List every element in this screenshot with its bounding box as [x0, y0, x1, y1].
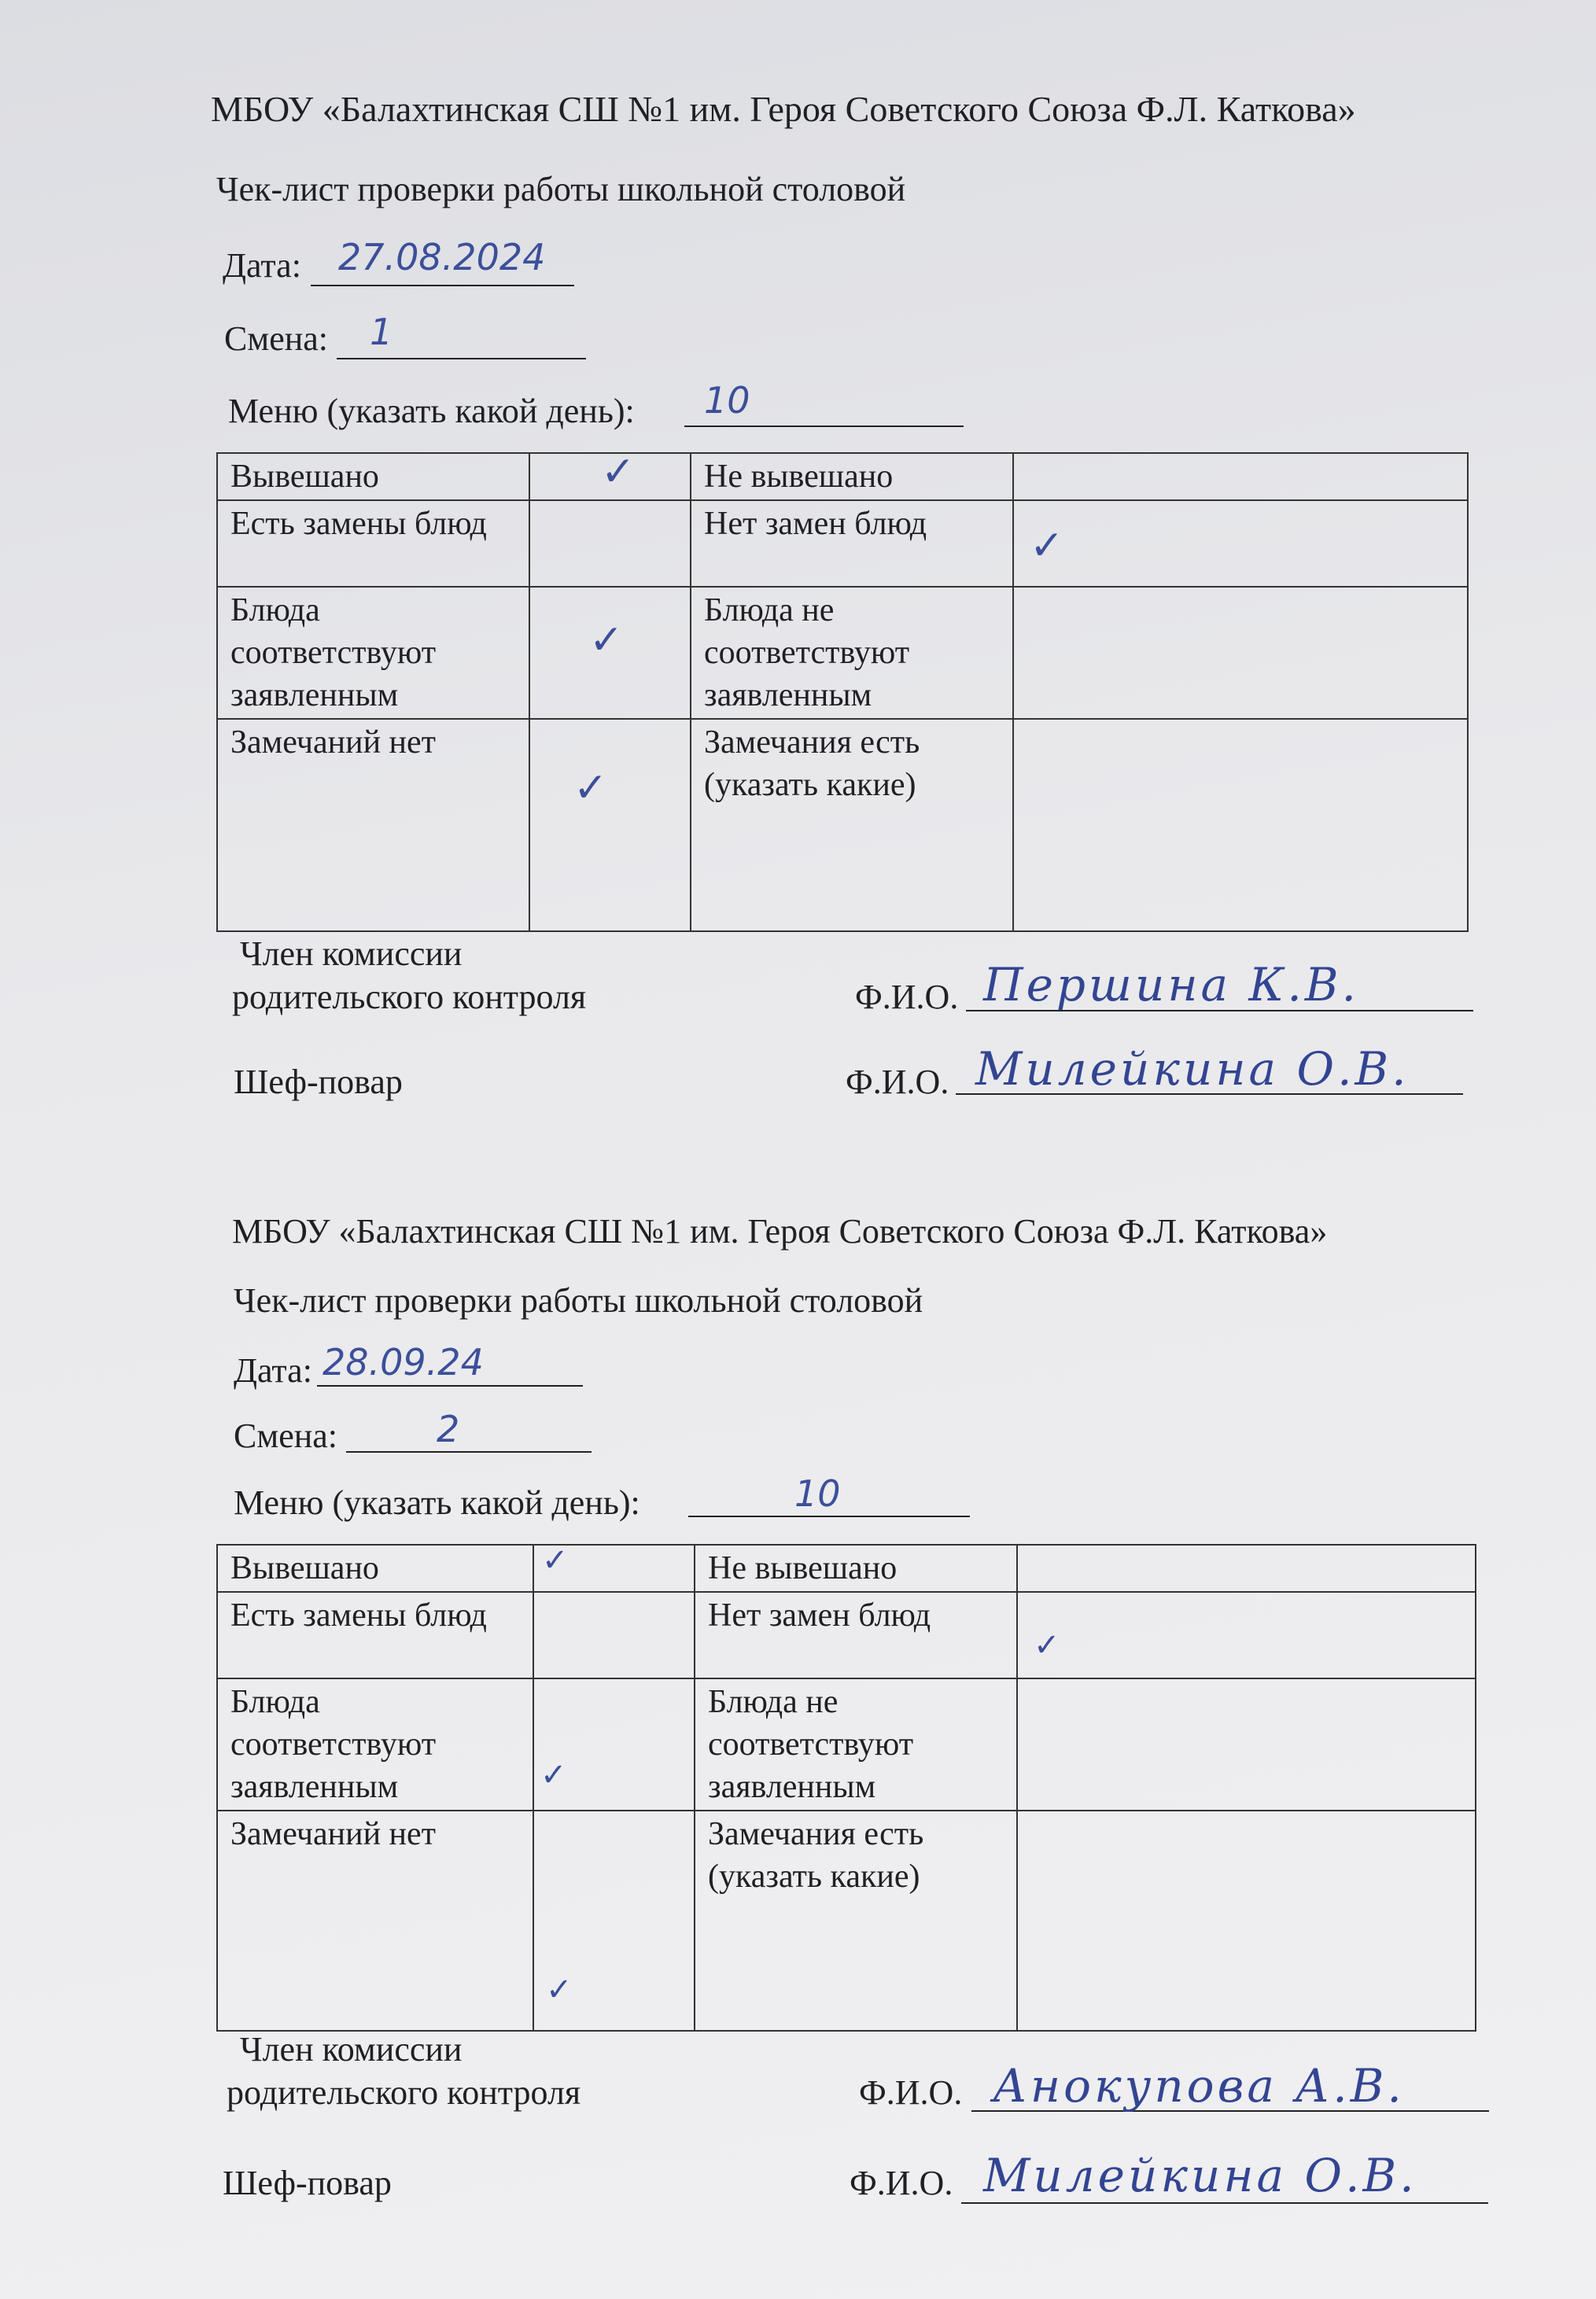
item-label: Замечаний нет — [217, 719, 529, 931]
checkbox-cell — [529, 719, 691, 931]
item-label: Вывешано — [217, 1545, 533, 1592]
checkbox-cell — [1013, 453, 1468, 500]
checkbox-cell — [1017, 1592, 1476, 1678]
item-label: Вывешано — [217, 453, 529, 500]
fio-label: Ф.И.О. — [846, 1063, 949, 1101]
checkbox-cell — [1013, 719, 1468, 931]
table-row — [217, 1678, 1476, 1811]
table-row — [217, 1811, 1476, 2031]
item-label: Есть замены блюд — [217, 1592, 533, 1678]
check-mark-icon: ✓ — [1034, 1627, 1060, 1663]
shift-underline — [346, 1451, 592, 1453]
shift-label: Смена: — [234, 1417, 338, 1455]
checklist-table — [216, 1544, 1476, 2032]
check-mark-icon: ✓ — [540, 1757, 567, 1793]
item-label: Блюда соответствуют заявленным — [217, 1678, 533, 1811]
item-label: Замечания есть (указать какие) — [695, 1811, 1017, 2031]
item-label: Нет замен блюд — [691, 500, 1013, 587]
fio-label: Ф.И.О. — [859, 2073, 963, 2112]
table-row — [217, 719, 1468, 931]
shift-underline — [337, 358, 586, 359]
date-label: Дата: — [234, 1351, 312, 1390]
chef-label: Шеф-повар — [234, 1063, 403, 1101]
menu-value: 10 — [794, 1472, 841, 1515]
table-row — [217, 500, 1468, 587]
check-mark-icon: ✓ — [1030, 522, 1064, 569]
item-label: Нет замен блюд — [695, 1592, 1017, 1678]
checkbox-cell — [529, 448, 691, 500]
shift-label: Смена: — [224, 319, 329, 358]
chef-signature-underline — [961, 2202, 1488, 2204]
checkbox-cell — [1017, 1811, 1476, 2031]
date-label: Дата: — [223, 246, 301, 285]
member-signature: Першина К.В. — [983, 958, 1359, 1011]
table-row — [217, 587, 1468, 719]
menu-underline — [688, 1516, 970, 1517]
checklist-title: Чек-лист проверки работы школьной столовой — [234, 1281, 923, 1320]
chef-label: Шеф-повар — [223, 2164, 392, 2202]
chef-signature: Милейкина О.В. — [983, 2149, 1417, 2202]
member-signature: Анокупова А.В. — [993, 2059, 1405, 2113]
checkbox-cell — [533, 1542, 695, 1592]
item-label: Блюда соответствуют заявленным — [217, 587, 529, 719]
item-label: Замечания есть (указать какие) — [691, 719, 1013, 931]
menu-underline — [684, 426, 964, 427]
school-name: МБОУ «Балахтинская СШ №1 им. Героя Советского Союза Ф.Л. Каткова» — [211, 89, 1356, 129]
checkbox-cell — [529, 587, 691, 719]
check-mark-icon: ✓ — [546, 1972, 573, 2008]
checkbox-cell — [1013, 587, 1468, 719]
table-row — [217, 453, 1468, 500]
item-label: Замечаний нет — [217, 1811, 533, 2031]
date-underline — [311, 285, 574, 286]
item-label: Не вывешано — [691, 453, 1013, 500]
item-label: Есть замены блюд — [217, 500, 529, 587]
check-mark-icon: ✓ — [589, 617, 624, 664]
checklist-table — [216, 448, 1469, 932]
item-label: Блюда не соответствуют заявленным — [691, 587, 1013, 719]
member-label-line2: родительского контроля — [232, 978, 587, 1016]
menu-label: Меню (указать какой день): — [234, 1483, 640, 1522]
checkbox-cell — [1017, 1545, 1476, 1592]
checkbox-cell — [533, 1678, 695, 1811]
table-row — [217, 1545, 1476, 1592]
item-label: Не вывешано — [695, 1545, 1017, 1592]
check-mark-icon: ✓ — [573, 764, 608, 812]
item-label: Блюда не соответствуют заявленным — [695, 1678, 1017, 1811]
chef-signature: Милейкина О.В. — [975, 1042, 1410, 1096]
menu-value: 10 — [704, 379, 750, 422]
fio-label: Ф.И.О. — [855, 978, 959, 1016]
check-mark-icon: ✓ — [601, 448, 636, 496]
check-mark-icon: ✓ — [542, 1542, 569, 1579]
shift-value: 1 — [370, 311, 393, 353]
checkbox-cell — [533, 1592, 695, 1678]
shift-value: 2 — [437, 1408, 460, 1450]
member-label-line1: Член комиссии — [240, 2030, 463, 2069]
date-underline — [317, 1385, 583, 1387]
member-label-line1: Член комиссии — [240, 934, 463, 973]
checkbox-cell — [533, 1811, 695, 2031]
menu-label: Меню (указать какой день): — [228, 392, 635, 430]
checkbox-cell — [1013, 500, 1468, 587]
fio-label: Ф.И.О. — [850, 2164, 953, 2202]
checkbox-cell — [1017, 1678, 1476, 1811]
date-value: 27.08.2024 — [338, 236, 546, 278]
member-label-line2: родительского контроля — [227, 2073, 581, 2112]
checkbox-cell — [529, 500, 691, 587]
date-value: 28.09.24 — [323, 1341, 484, 1383]
school-name: МБОУ «Балахтинская СШ №1 им. Героя Советского Союза Ф.Л. Каткова» — [232, 1212, 1328, 1251]
table-row — [217, 1592, 1476, 1678]
checklist-title: Чек-лист проверки работы школьной столовой — [216, 170, 906, 208]
